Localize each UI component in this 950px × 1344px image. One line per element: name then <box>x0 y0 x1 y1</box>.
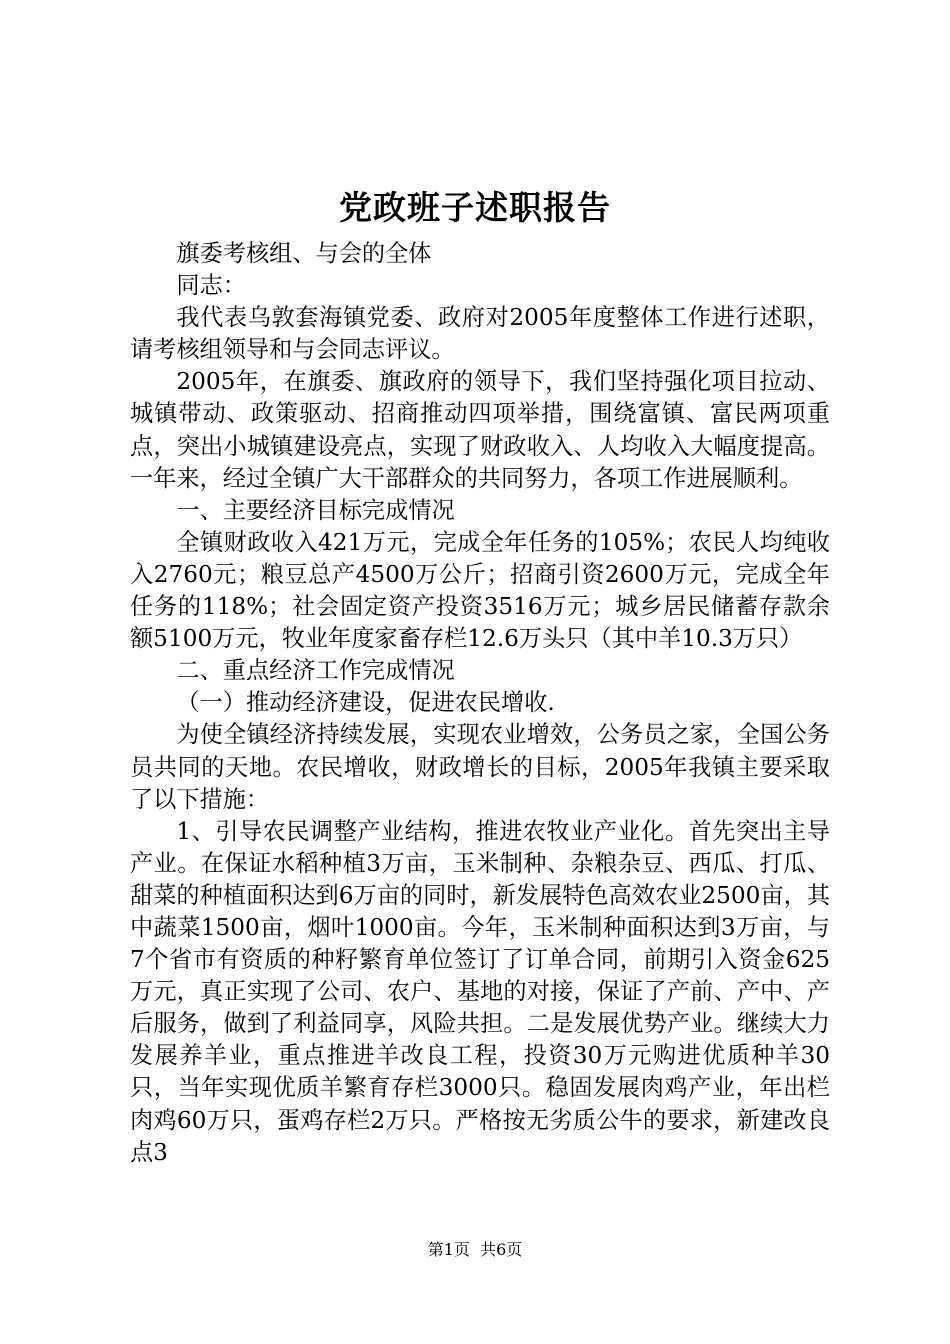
subsection-heading-1: （一）推动经济建设，促进农民增收. <box>176 689 555 717</box>
paragraph-salutation: 旗委考核组、与会的全体 <box>176 240 432 267</box>
paragraph-measures-intro: 为使全镇经济持续发展，实现农业增效，公务员之家，全国公务员共同的天地。农民增收，财政增长的目标，2005年我镇主要采取了以下措施： <box>130 721 830 813</box>
document-body <box>130 238 830 1169</box>
paragraph-economic-targets: 全镇财政收入421万元，完成全年任务的105%；农民人均纯收入2760元；粮豆总产4500万公斤；招商引资2600万元，完成全年任务的118%；社会固定资产投资3516万元；城乡居民储蓄存款余额5100万元，牧业年度家畜存栏12.6万头只（其中羊10.3万只） <box>130 528 830 653</box>
paragraph-measure-1: 1、引导农民调整产业结构，推进农牧业产业化。首先突出主导产业。在保证水稻种植3万亩，玉米制种、杂粮杂豆、西瓜、打瓜、甜菜的种植面积达到6万亩的同时，新发展特色高效农业2500亩，其中蔬菜1500亩，烟叶1000亩。今年，玉米制种面积达到3万亩，与7个省市有资质的种籽繁育单位签订了订单合同，前期引入资金625万元，真正实现了公司、农户、基地的对接，保证了产前、产中、产后服务，做到了利益同享，风险共担。二是发展优势产业。继续大力发展养羊业，重点推进羊改良工程，投资30万元购进优质种羊30只，当年实现优质羊繁育存栏3000只。稳固发展肉鸡产业，年出栏肉鸡60万只，蛋鸡存栏2万只。严格按无劣质公牛的要求，新建改良点3 <box>130 817 830 1166</box>
paragraph-intro: 我代表乌敦套海镇党委、政府对2005年度整体工作进行述职，请考核组领导和与会同志评议。 <box>130 304 830 364</box>
paragraph-overview: 2005年，在旗委、旗政府的领导下，我们坚持强化项目拉动、城镇带动、政策驱动、招商推动四项举措，围绕富镇、富民两项重点，突出小城镇建设亮点，实现了财政收入、人均收入大幅度提高。一年来，经过全镇广大干部群众的共同努力，各项工作进展顺利。 <box>130 368 830 492</box>
page-footer: 第1页 共6页 <box>427 1240 523 1259</box>
section-heading-1: 一、主要经济目标完成情况 <box>176 496 455 524</box>
paragraph-salutation-cont: 同志： <box>176 272 246 300</box>
document-title: 党政班子述职报告 <box>339 188 611 227</box>
section-heading-2: 二、重点经济工作完成情况 <box>176 657 455 685</box>
